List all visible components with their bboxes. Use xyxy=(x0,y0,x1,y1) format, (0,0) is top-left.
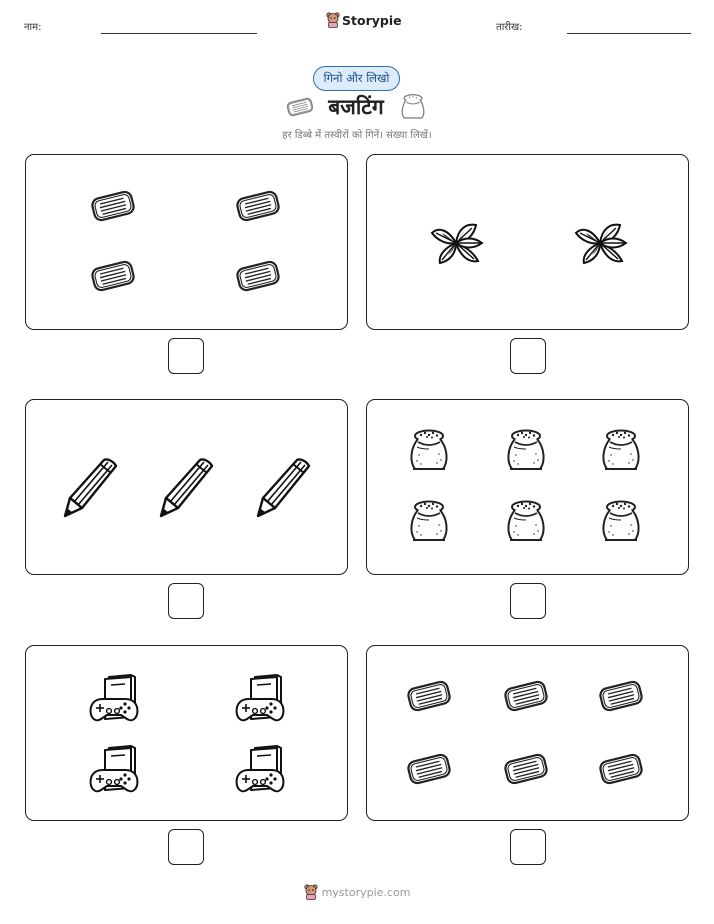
wallet-icon xyxy=(91,190,135,221)
answer-box-5[interactable] xyxy=(168,829,204,865)
money-bag-icon xyxy=(603,431,638,470)
wallet-icon xyxy=(236,190,280,221)
money-bag-icon xyxy=(603,502,638,541)
footer xyxy=(0,884,714,900)
count-panel-4 xyxy=(366,399,689,575)
panel-4-items xyxy=(367,400,690,576)
name-label: नाम: xyxy=(24,22,42,33)
footer-site: mystorypie.com xyxy=(321,885,411,899)
name-input-line[interactable] xyxy=(101,33,257,34)
money-bag-icon xyxy=(411,431,446,470)
pencil-icon xyxy=(161,459,212,516)
wallet-icon xyxy=(504,753,548,784)
wallet-icon xyxy=(599,680,643,711)
money-bag-icon xyxy=(508,431,543,470)
wallet-icon xyxy=(407,753,451,784)
count-panel-3 xyxy=(25,399,348,575)
panel-2-items xyxy=(367,155,690,331)
brand-logo xyxy=(326,12,402,28)
answer-box-4[interactable] xyxy=(510,583,546,619)
wallet-icon xyxy=(286,96,314,118)
panel-1-items xyxy=(26,155,349,331)
game-controller-book-icon xyxy=(237,675,284,720)
game-controller-book-icon xyxy=(91,675,138,720)
instruction-text: हर डिब्बे में तस्वीरों को गिनें। संख्या लिखें। xyxy=(282,130,432,141)
answer-box-1[interactable] xyxy=(168,338,204,374)
worksheet-title: बजटिंग xyxy=(328,95,384,119)
count-panel-1 xyxy=(25,154,348,330)
wallet-icon xyxy=(236,260,280,291)
bear-mascot-icon xyxy=(304,884,318,900)
answer-box-6[interactable] xyxy=(510,829,546,865)
game-controller-book-icon xyxy=(91,746,138,791)
game-controller-book-icon xyxy=(237,746,284,791)
leaves-icon xyxy=(576,225,626,263)
money-bag-icon xyxy=(508,502,543,541)
count-panel-5 xyxy=(25,645,348,821)
wallet-icon xyxy=(504,680,548,711)
wallet-icon xyxy=(407,680,451,711)
title-row xyxy=(270,90,444,124)
answer-box-3[interactable] xyxy=(168,583,204,619)
answer-box-2[interactable] xyxy=(510,338,546,374)
pencil-icon xyxy=(258,459,309,516)
panel-6-items xyxy=(367,646,690,822)
panel-5-items xyxy=(26,646,349,822)
brand-name: Storypie xyxy=(342,12,402,28)
date-input-line[interactable] xyxy=(567,33,691,34)
count-panel-2 xyxy=(366,154,689,330)
count-panel-6 xyxy=(366,645,689,821)
wallet-icon xyxy=(599,753,643,784)
leaves-icon xyxy=(432,225,482,263)
panel-3-items xyxy=(26,400,349,576)
activity-pill: गिनो और लिखो xyxy=(313,66,400,91)
bear-mascot-icon xyxy=(326,12,340,28)
pencil-icon xyxy=(65,459,116,516)
wallet-icon xyxy=(91,260,135,291)
money-bag-icon xyxy=(398,92,428,122)
money-bag-icon xyxy=(411,502,446,541)
date-label: तारीख: xyxy=(496,22,523,33)
